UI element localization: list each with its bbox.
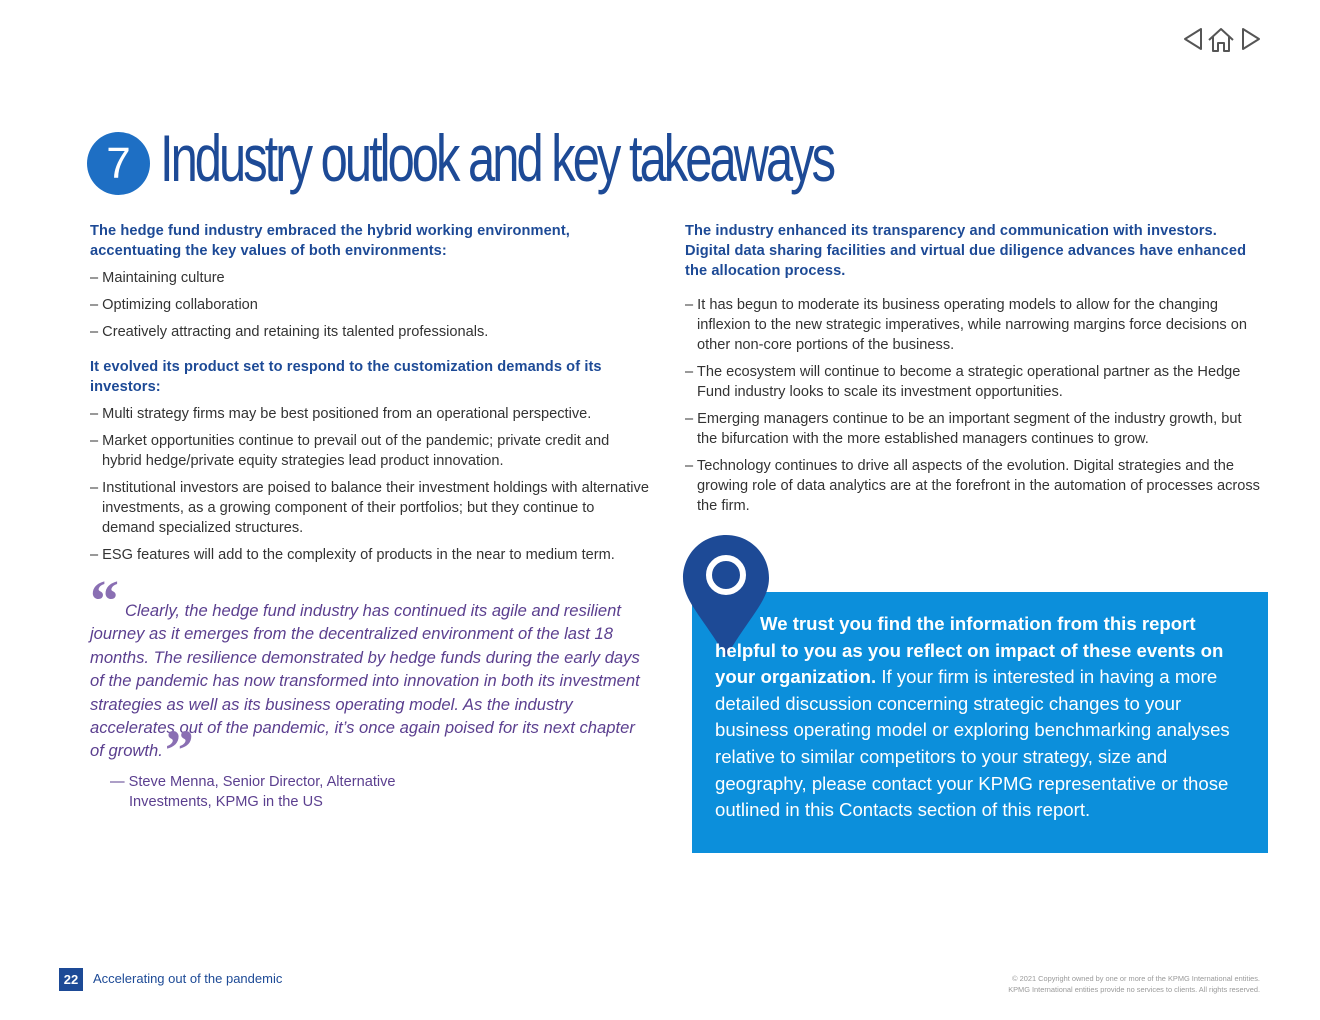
left-column — [90, 221, 650, 572]
close-quote-icon: ” — [164, 718, 194, 784]
copyright-line: KPMG International entities provide no services to clients. All rights reserved. — [1008, 985, 1260, 994]
page-navigation — [1180, 26, 1264, 56]
section-number-badge: 7 — [87, 132, 150, 195]
list-item: – Maintaining culture — [90, 270, 225, 286]
product-set-lead: It evolved its product set to respond to the customization demands of its investors: — [90, 359, 602, 395]
callout-body: If your firm is interested in having a more detailed discussion concerning strategic changes to your business operating model or exploring benchmarking analyses relative to similar competitors to your strategy, size and geography, please contact your KPMG representative or those outlined in this Contacts section of this report. — [715, 666, 1230, 821]
list-item: – Market opportunities continue to prevail out of the pandemic; private credit and hybrid hedge/private equity strategies lead product innovation. — [90, 433, 610, 469]
product-set-list — [90, 404, 650, 565]
list-item: – The ecosystem will continue to become a strategic operational partner as the Hedge Fund industry looks to scale its investment opportunities. — [685, 364, 1241, 400]
quote-attribution: — Steve Menna, Senior Director, Alternative Investments, KPMG in the US — [110, 774, 396, 810]
list-item: – ESG features will add to the complexity of products in the near to medium term. — [90, 547, 615, 563]
transparency-lead: The industry enhanced its transparency and communication with investors. Digital data sharing facilities and virtual due diligence advances have enhanced the allocation process. — [685, 223, 1247, 279]
callout-text — [715, 611, 1245, 824]
right-column — [685, 221, 1265, 523]
footer-title[interactable]: Accelerating out of the pandemic — [93, 971, 283, 986]
triangle-right-icon[interactable] — [1240, 26, 1262, 52]
callout-lead-in: We trust you find the information from this report helpful to you as you reflect on impact of these events on your organization. — [715, 613, 1224, 688]
list-item: – Creatively attracting and retaining its talented professionals. — [90, 324, 489, 340]
list-item: – Optimizing collaboration — [90, 297, 258, 313]
hybrid-working-lead: The hedge fund industry embraced the hybrid working environment, accentuating the key values of both environments: — [90, 223, 570, 259]
list-item: – Institutional investors are poised to balance their investment holdings with alternative investments, as a growing component of their portfolios; but they continue to demand specialized structures. — [90, 480, 649, 536]
list-item: – Technology continues to drive all aspects of the evolution. Digital strategies and the growing role of data analytics are at the forefront in the automation of processes across the firm. — [685, 458, 1260, 514]
copyright-notice — [930, 973, 1260, 995]
hybrid-working-list — [90, 268, 650, 342]
quote-text: Clearly, the hedge fund industry has continued its agile and resilient journey as it emerges from the decentralized environment of the last 18 months. The resilience demonstrated by hedge funds during the early days of the pandemic has now transformed into innovation in both its investment strategies as well as its business operating model. As the industry accelerates out of the pandemic, it’s once again poised for its next chapter of growth. — [90, 601, 640, 761]
list-item: – Multi strategy firms may be best positioned from an operational perspective. — [90, 406, 592, 422]
list-item: – Emerging managers continue to be an important segment of the industry growth, but the bifurcation with the more established managers continues to grow. — [685, 411, 1242, 447]
page-title: Industry outlook and key takeaways — [160, 121, 834, 195]
transparency-list — [685, 295, 1265, 516]
open-quote-icon: “ — [90, 568, 119, 633]
triangle-left-icon[interactable] — [1182, 26, 1204, 52]
page-number: 22 — [59, 968, 83, 991]
copyright-line: © 2021 Copyright owned by one or more of the KPMG International entities. — [1012, 974, 1260, 983]
home-icon[interactable] — [1206, 26, 1236, 54]
pull-quote — [90, 568, 650, 784]
list-item: – It has begun to moderate its business operating models to allow for the changing inflexion to the new strategic imperatives, while narrowing margins force decisions on other non-core portions of the business. — [685, 297, 1247, 353]
